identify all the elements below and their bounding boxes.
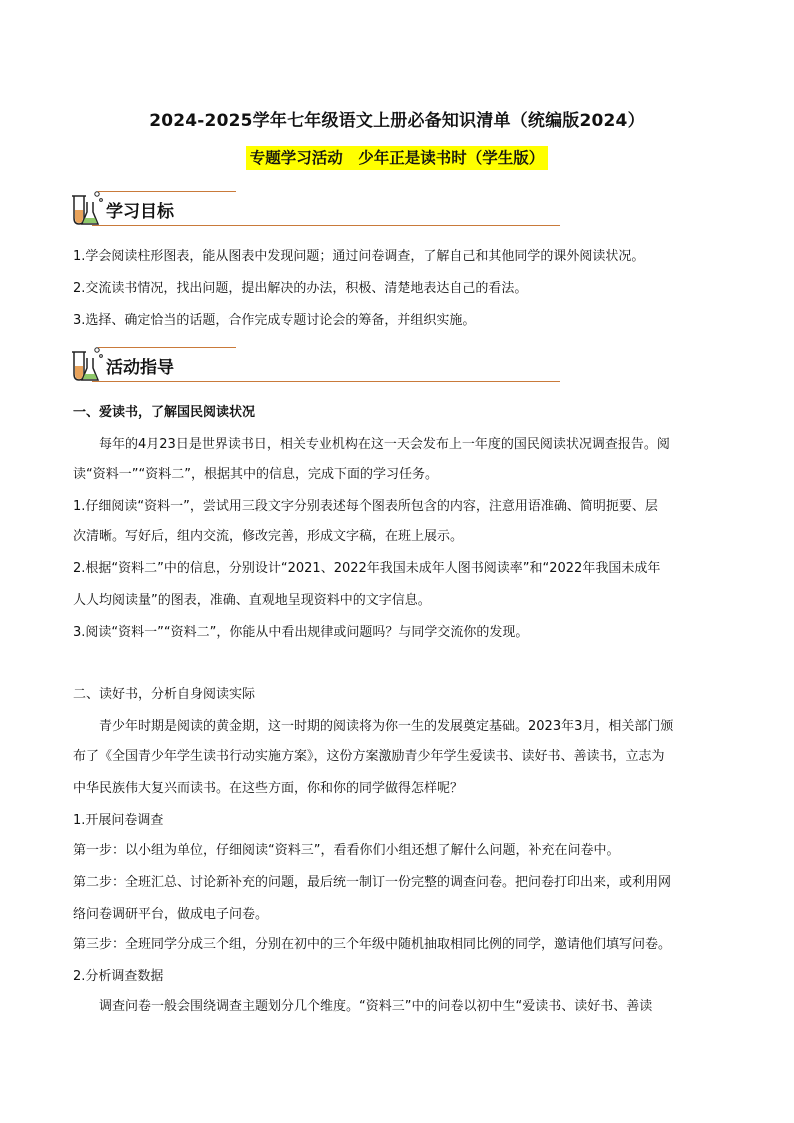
goal-item: 1.学会阅读柱形图表，能从图表中发现问题；通过问卷调查，了解自己和其他同学的课外阅读状况。 <box>73 249 645 264</box>
paragraph-line: 青少年时期是阅读的黄金期，这一时期的阅读将为你一生的发展奠定基础。2023年3月，相关部门颁 <box>99 719 674 734</box>
heading-bottom-rule <box>92 225 560 226</box>
paragraph-line: 络问卷调研平台，做成电子问卷。 <box>73 907 269 922</box>
paragraph-line: 布了《全国青少年学生读书行动实施方案》，这份方案激励青少年学生爱读书、读好书、善读书，立志为 <box>73 749 665 764</box>
paragraph-line: 1.仔细阅读“资料一”，尝试用三段文字分别表述每个图表所包含的内容，注意用语准确、简明扼要、层 <box>73 499 658 514</box>
paragraph-line: 次清晰。写好后，组内交流，修改完善，形成文字稿，在班上展示。 <box>73 529 464 544</box>
paragraph-line: 第一步：以小组为单位，仔细阅读“资料三”，看看你们小组还想了解什么问题，补充在问卷中。 <box>73 843 620 858</box>
paragraph-line: 第二步：全班汇总、讨论新补充的问题，最后统一制订一份完整的调查问卷。把问卷打印出来，或利用网 <box>73 875 672 890</box>
paragraph-line: 调查问卷一般会围绕调查主题划分几个维度。“资料三”中的问卷以初中生“爱读书、读好书、善读 <box>99 999 653 1014</box>
section-heading-learning-goals <box>70 188 560 232</box>
section-heading-label: 学习目标 <box>106 202 174 222</box>
heading-bottom-rule <box>92 381 560 382</box>
document-subtitle: 专题学习活动 少年正是读书时（学生版） <box>246 146 549 170</box>
heading-top-rule <box>98 191 236 192</box>
heading-top-rule <box>98 347 236 348</box>
subtitle-wrap <box>0 146 794 170</box>
paragraph-line: 读“资料一”“资料二”，根据其中的信息，完成下面的学习任务。 <box>73 467 438 482</box>
paragraph-line: 第三步：全班同学分成三个组，分别在初中的三个年级中随机抽取相同比例的同学，邀请他们填写问卷。 <box>73 937 672 952</box>
section-heading-activity-guide <box>70 344 560 388</box>
goal-item: 2.交流读书情况，找出问题，提出解决的办法，积极、清楚地表达自己的看法。 <box>73 281 528 296</box>
paragraph-line: 1.开展问卷调查 <box>73 813 164 828</box>
paragraph-line: 人人均阅读量”的图表，准确、直观地呈现资料中的文字信息。 <box>73 593 431 608</box>
paragraph-line: 3.阅读“资料一”“资料二”，你能从中看出规律或问题吗？与同学交流你的发现。 <box>73 625 529 640</box>
paragraph-line: 2.根据“资料二”中的信息，分别设计“2021、2022年我国未成年人图书阅读率”和“2022年我国未成年 <box>73 561 661 576</box>
document-title: 2024-2025学年七年级语文上册必备知识清单（统编版2024） <box>149 111 645 131</box>
part-heading: 二、读好书，分析自身阅读实际 <box>73 687 256 702</box>
part-heading: 一、爱读书，了解国民阅读状况 <box>73 405 256 420</box>
goal-item: 3.选择、确定恰当的话题，合作完成专题讨论会的筹备，并组织实施。 <box>73 313 476 328</box>
paragraph-line: 2.分析调查数据 <box>73 969 164 984</box>
paragraph-line: 每年的4月23日是世界读书日，相关专业机构在这一天会发布上一年度的国民阅读状况调查报告。阅 <box>99 437 670 452</box>
paragraph-line: 中华民族伟大复兴而读书。在这些方面，你和你的同学做得怎样呢？ <box>73 781 464 796</box>
flask-icon <box>70 188 104 228</box>
section-heading-label: 活动指导 <box>106 358 174 378</box>
flask-icon <box>70 344 104 384</box>
